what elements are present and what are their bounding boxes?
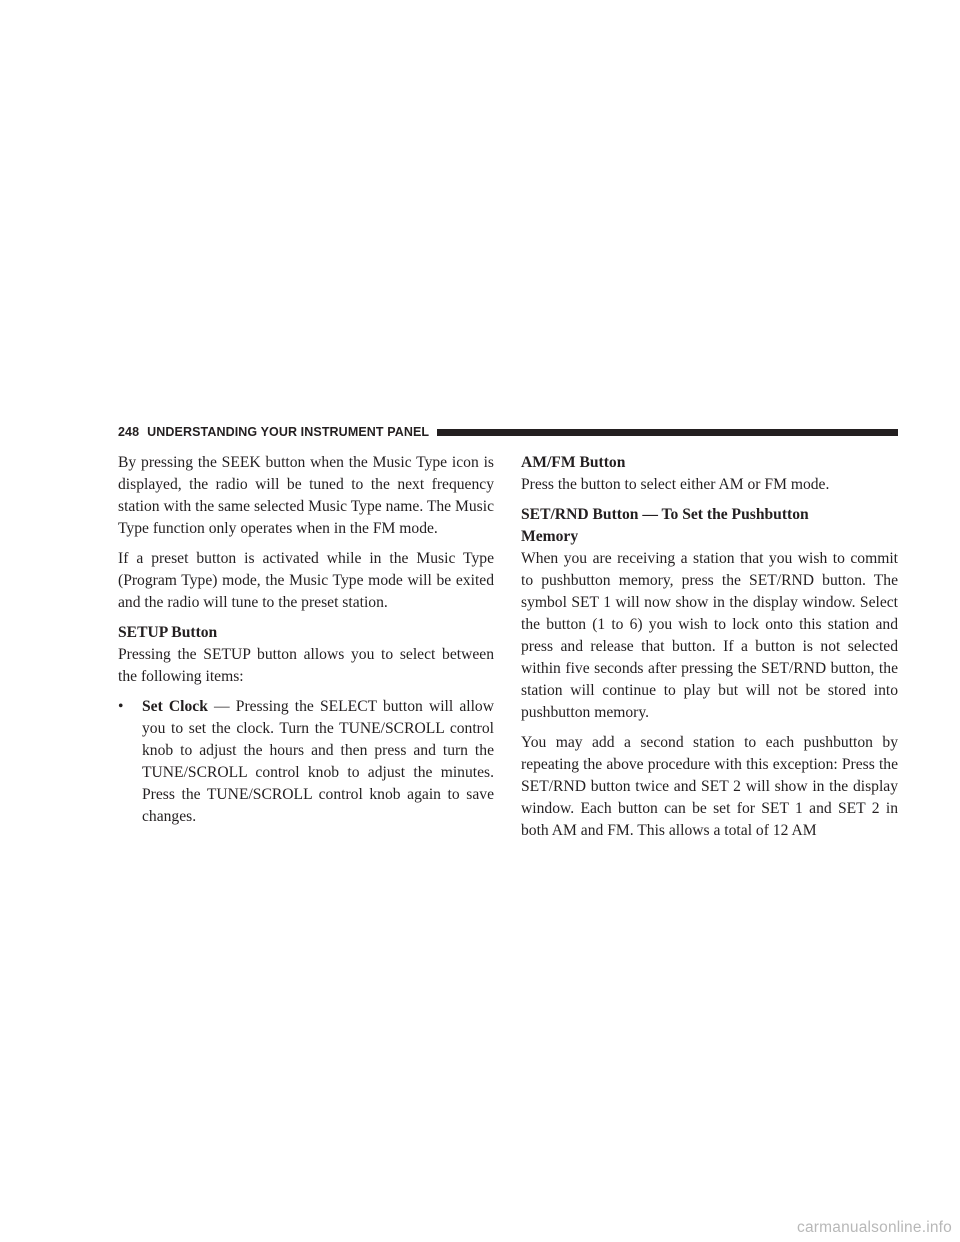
set-clock-description: — Pressing the SELECT button will allow you to set the clock. Turn the TUNE/SCROLL control knob to adjust the hours and then press and turn the TUNE/SCROLL control knob to adjust the minutes. Press the TUNE/SCROLL control knob again to save changes.	[142, 698, 494, 825]
left-column	[118, 452, 494, 828]
page-number: 248	[118, 425, 140, 439]
watermark-text: carmanualsonline.info	[797, 1219, 952, 1236]
setup-button-paragraph: Pressing the SETUP button allows you to select between the following items:	[118, 646, 494, 685]
setup-button-heading: SETUP Button	[118, 624, 218, 641]
set-clock-term: Set Clock	[142, 698, 208, 715]
amfm-button-paragraph: Press the button to select either AM or FM mode.	[521, 476, 830, 493]
second-station-paragraph: You may add a second station to each pushbutton by repeating the above procedure with this exception: Press the SET/RND button twice and SET 2 will show in the display window. Each button can be set for SET 1 and SET 2 in both AM and FM. This allows a total of 12 AM	[521, 734, 898, 839]
set-clock-text	[142, 696, 494, 828]
set-clock-bullet	[118, 696, 494, 828]
page-header	[118, 424, 898, 440]
right-column	[521, 452, 898, 850]
seek-music-type-paragraph: By pressing the SEEK button when the Music Type icon is displayed, the radio will be tuned to the next frequency station with the same selected Music Type name. The Music Type function only operates when in the FM mode.	[118, 454, 494, 537]
set-rnd-button-heading: SET/RND Button — To Set the Pushbutton Memory	[521, 506, 809, 545]
preset-button-paragraph: If a preset button is activated while in the Music Type (Program Type) mode, the Music Type mode will be exited and the radio will tune to the preset station.	[118, 550, 494, 611]
amfm-button-heading: AM/FM Button	[521, 454, 626, 471]
bullet-marker: •	[118, 698, 124, 715]
set-rnd-button-paragraph: When you are receiving a station that you wish to commit to pushbutton memory, press the SET/RND button. The symbol SET 1 will now show in the display window. Select the button (1 to 6) you wish to lock onto this station and press and release that button. If a button is not selected within five seconds after pressing the SET/RND button, the station will continue to play but will not be stored into pushbutton memory.	[521, 550, 898, 721]
header-rule	[437, 429, 898, 436]
section-title: UNDERSTANDING YOUR INSTRUMENT PANEL	[147, 425, 430, 439]
